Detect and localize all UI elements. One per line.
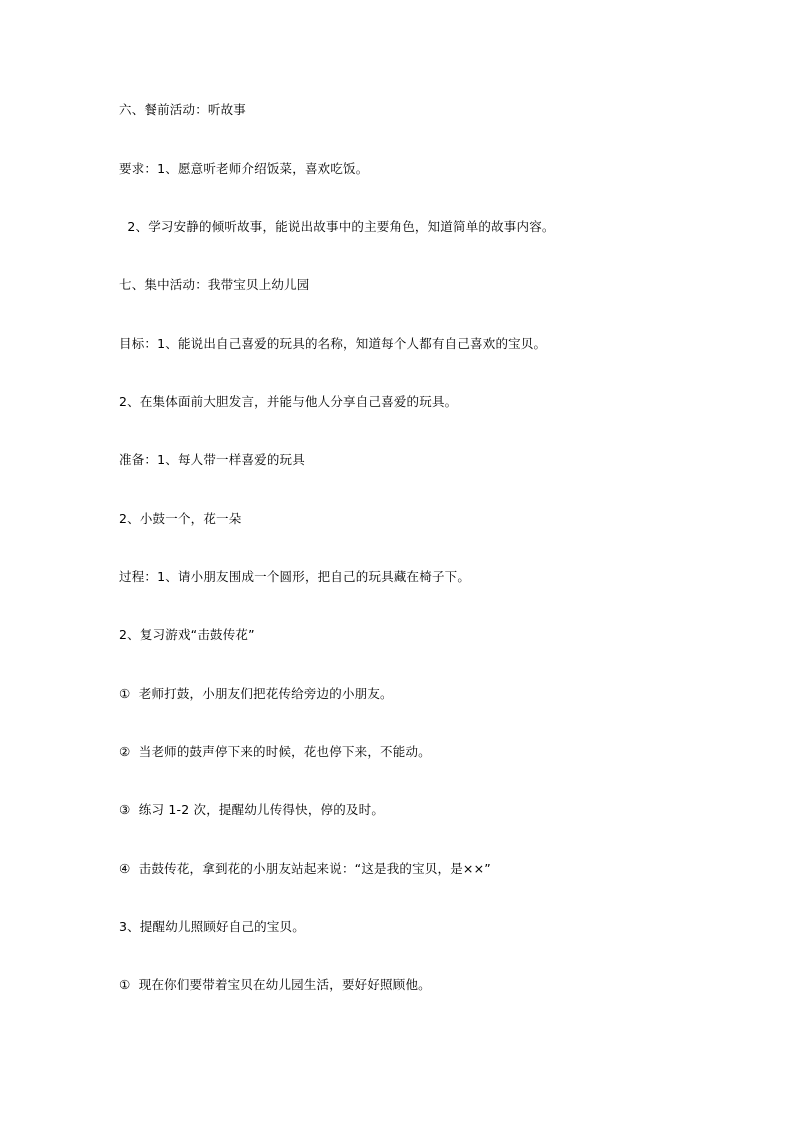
- process-step-3: ③ 练习 1-2 次，提醒幼儿传得快，停的及时。: [119, 802, 385, 817]
- requirement-line-2: 2、学习安静的倾听故事，能说出故事中的主要角色，知道简单的故事内容。: [119, 219, 555, 234]
- process-step-2: ② 当老师的鼓声停下来的时候，花也停下来，不能动。: [119, 744, 431, 759]
- section-heading-group-activity: 七、集中活动：我带宝贝上幼儿园: [119, 277, 310, 292]
- section-heading-pre-meal-activity: 六、餐前活动：听故事: [119, 102, 247, 117]
- requirement-line-1: 要求：1、愿意听老师介绍饭菜，喜欢吃饭。: [119, 161, 369, 176]
- goal-line-2: 2、在集体面前大胆发言，并能与他人分享自己喜爱的玩具。: [119, 394, 458, 409]
- process-step-4: ④ 击鼓传花，拿到花的小朋友站起来说：“这是我的宝贝，是××”: [119, 861, 491, 876]
- process-line-1: 过程：1、请小朋友围成一个圆形，把自己的玩具藏在椅子下。: [119, 569, 471, 584]
- goal-line-1: 目标：1、能说出自己喜爱的玩具的名称，知道每个人都有自己喜欢的宝贝。: [119, 336, 547, 351]
- process-step-1: ① 老师打鼓，小朋友们把花传给旁边的小朋友。: [119, 686, 393, 701]
- preparation-line-2: 2、小鼓一个，花一朵: [119, 511, 242, 526]
- preparation-line-1: 准备：1、每人带一样喜爱的玩具: [119, 452, 305, 467]
- process-line-2: 2、复习游戏“击鼓传花”: [119, 627, 255, 642]
- process-substep-1: ① 现在你们要带着宝贝在幼儿园生活，要好好照顾他。: [119, 977, 431, 992]
- process-line-3: 3、提醒幼儿照顾好自己的宝贝。: [119, 919, 305, 934]
